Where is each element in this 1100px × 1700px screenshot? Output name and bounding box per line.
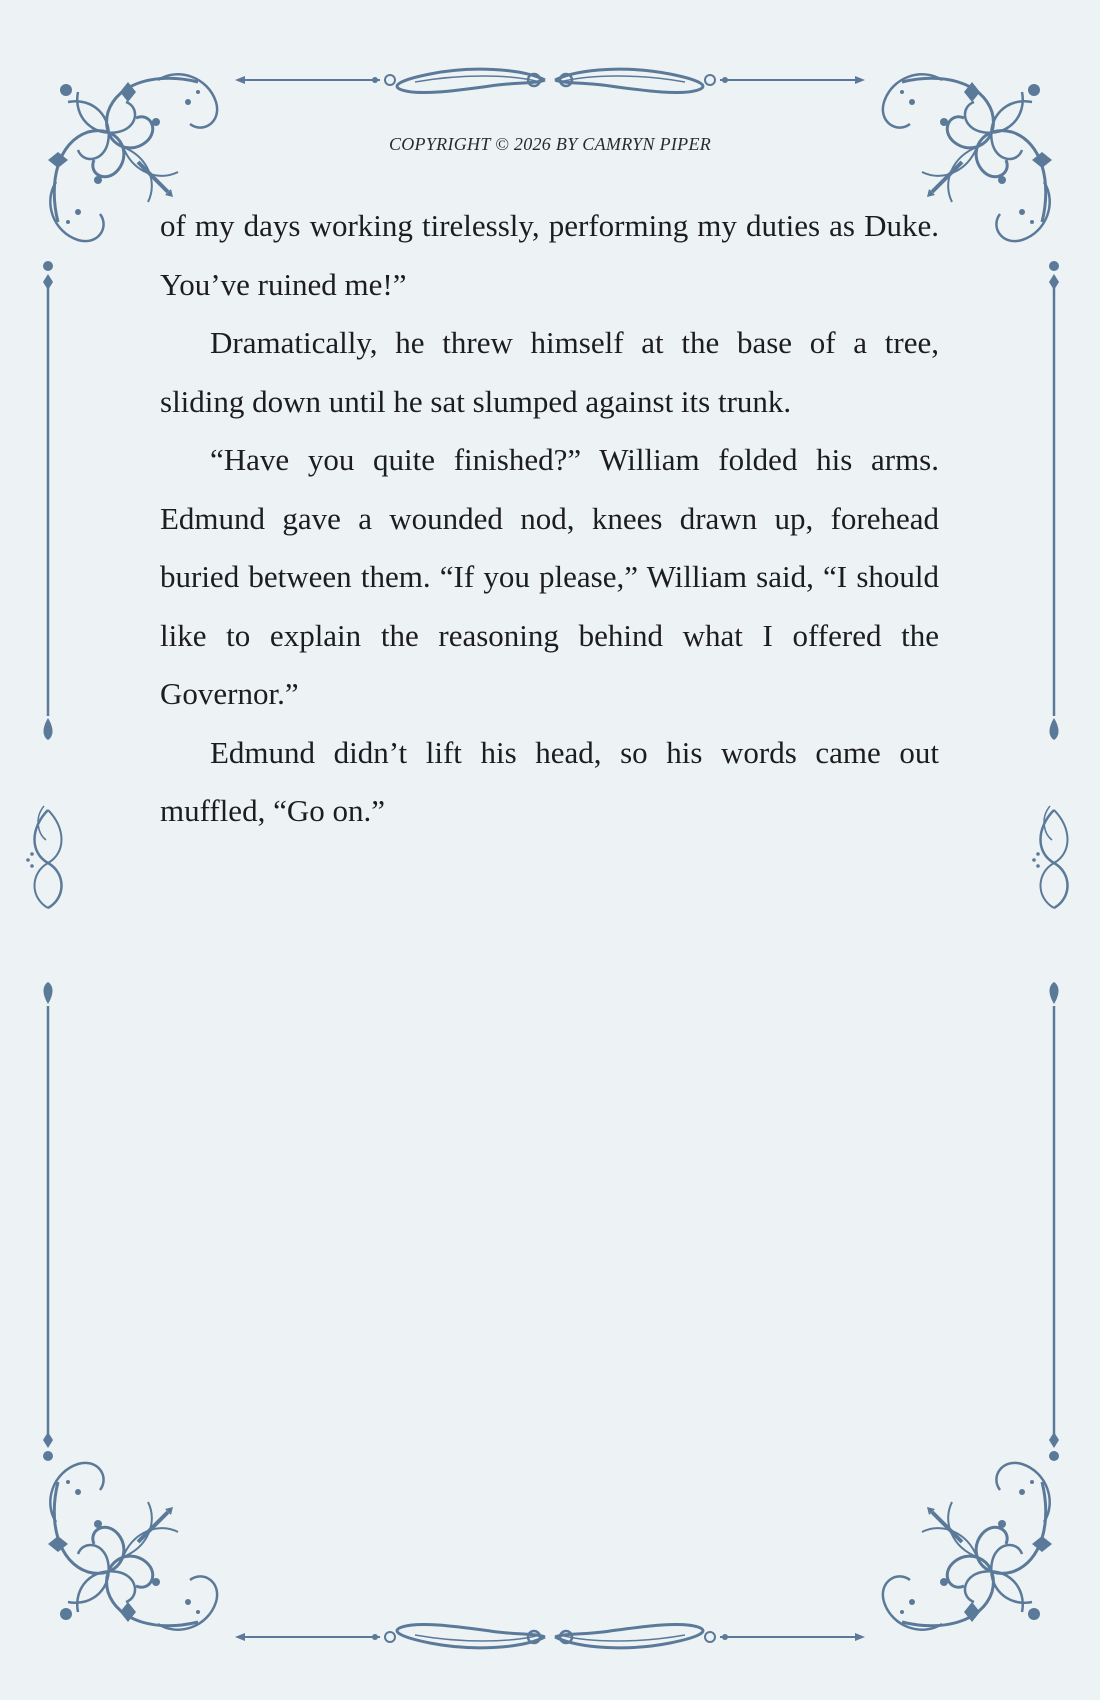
side-rule [1049, 982, 1059, 1461]
flourish-corner-icon [48, 1463, 217, 1630]
copyright-header: COPYRIGHT © 2026 BY CAMRYN PIPER [388, 134, 712, 154]
swirl-flourish-icon [1032, 806, 1067, 908]
scroll-flourish-icon [235, 1624, 865, 1647]
scroll-flourish-icon [235, 69, 865, 92]
side-rule [43, 982, 53, 1461]
flourish-corner-icon [883, 1463, 1052, 1630]
side-rule [43, 261, 53, 740]
side-rule [1049, 261, 1059, 740]
swirl-flourish-icon [26, 806, 61, 908]
paragraph: Edmund didn’t lift his head, so his words came out muffled, “Go on.” [160, 734, 939, 828]
page-body [160, 197, 939, 841]
paragraph: “Have you quite finished?” William folded his arms. Edmund gave a wounded nod, knees drawn up, forehead buried between them. “If you please,” William said, “I should like to explain the reasoning behind what I offered the Governor.” [160, 442, 939, 711]
paragraph: Dramatically, he threw himself at the base of a tree, sliding down until he sat slumped against its trunk. [160, 325, 939, 419]
paragraph: of my days working tirelessly, performing my duties as Duke. You’ve ruined me!” [160, 208, 939, 302]
